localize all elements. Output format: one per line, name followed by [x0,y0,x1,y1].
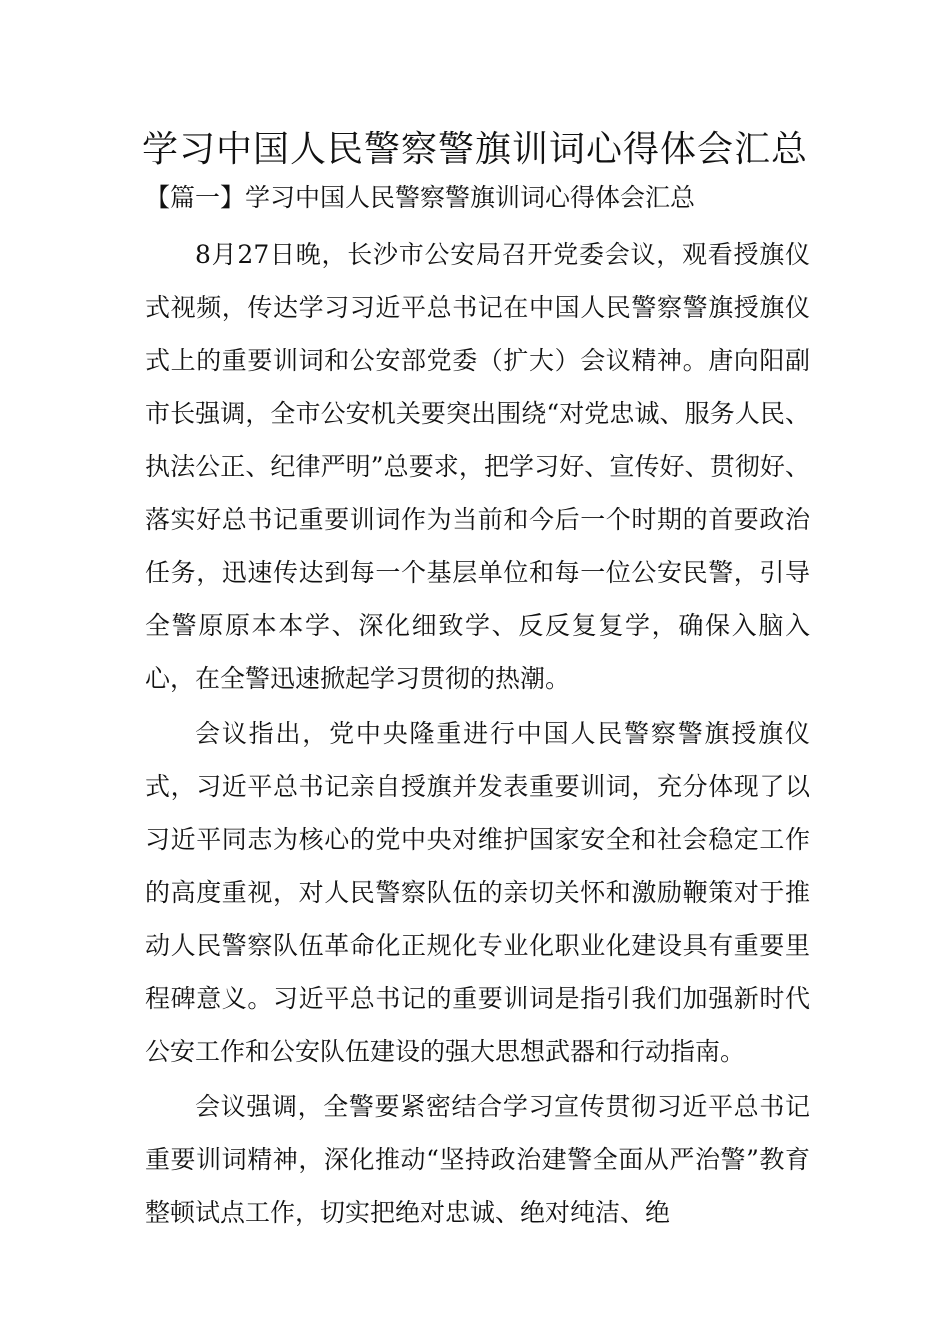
section-heading: 【篇一】学习中国人民警察警旗训词心得体会汇总 [145,183,696,212]
paragraph-3: 会议强调，全警要紧密结合学习宣传贯彻习近平总书记重要训词精神，深化推动“坚持政治建警全面从严治警”教育整顿试点工作，切实把绝对忠诚、绝对纯洁、绝 [145,1092,810,1227]
paragraph-2: 会议指出，党中央隆重进行中国人民警察警旗授旗仪式，习近平总书记亲自授旗并发表重要训词，充分体现了以习近平同志为核心的党中央对维护国家安全和社会稳定工作的高度重视，对人民警察队伍的亲切关怀和激励鞭策对于推动人民警察队伍革命化正规化专业化职业化建设具有重要里程碑意义。习近平总书记的重要训词是指引我们加强新时代公安工作和公安队伍建设的强大思想武器和行动指南。 [145,719,810,1066]
document-title: 学习中国人民警察警旗训词心得体会汇总 [141,129,808,170]
paragraph-1: 8月27日晚，长沙市公安局召开党委会议，观看授旗仪式视频，传达学习习近平总书记在中国人民警察警旗授旗仪式上的重要训词和公安部党委（扩大）会议精神。唐向阳副市长强调，全市公安机关要突出围绕“对党忠诚、服务人民、执法公正、纪律严明”总要求，把学习好、宣传好、贯彻好、落实好总书记重要训词作为当前和今后一个时期的首要政治任务，迅速传达到每一个基层单位和每一位公安民警，引导全警原原本本学、深化细致学、反反复复学，确保入脑入心，在全警迅速掀起学习贯彻的热潮。 [145,240,810,693]
document-body [145,228,810,1239]
